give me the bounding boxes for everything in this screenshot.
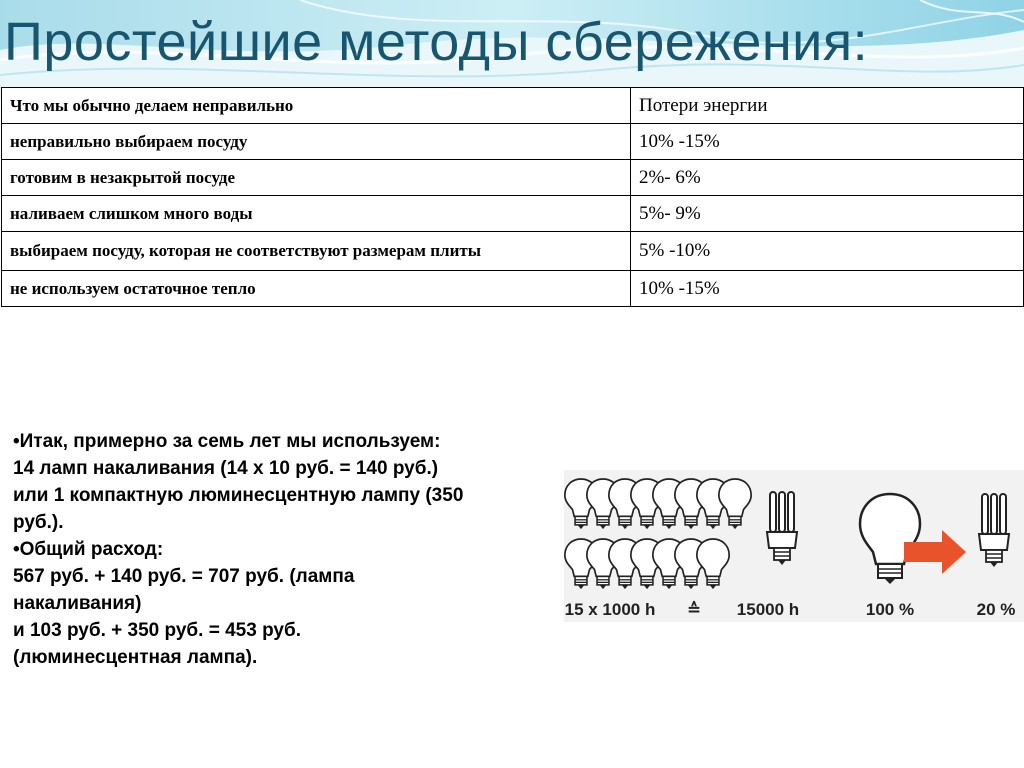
row-loss-cell: 5%- 9% [631, 196, 1024, 232]
header-cell-action: Что мы обычно делаем неправильно [2, 88, 631, 124]
summary-line: или 1 компактную люминесцентную лампу (350 [13, 485, 464, 506]
summary-line: 14 ламп накаливания (14 х 10 руб. = 140 руб.) [13, 458, 439, 479]
summary-line: руб.). [13, 512, 64, 533]
row-loss-cell: 5% -10% [631, 232, 1024, 271]
page-title: Простейшие методы сбережения: [4, 12, 869, 72]
row-action-cell: не используем остаточное тепло [2, 271, 631, 307]
summary-line: накаливания) [13, 593, 142, 614]
summary-line: (люминесцентная лампа). [13, 647, 258, 668]
table-row [2, 160, 1024, 196]
incandescent-percent-label: 100 % [865, 600, 915, 619]
row-action-cell: готовим в незакрытой посуде [2, 160, 631, 196]
row-action-cell: выбираем посуду, которая не соответствуют размерам плиты [2, 232, 631, 271]
table-row [2, 124, 1024, 160]
row-loss-cell: 2%- 6% [631, 160, 1024, 196]
cfl-hours-label: 15000 h [736, 600, 800, 619]
summary-line: 567 руб. + 140 руб. = 707 руб. (лампа [13, 566, 355, 587]
table-row [2, 196, 1024, 232]
row-loss-cell: 10% -15% [631, 124, 1024, 160]
table-row [2, 232, 1024, 271]
bulb-count-label: 15 x 1000 h [564, 600, 656, 619]
row-action-cell: наливаем слишком много воды [2, 196, 631, 232]
energy-loss-table [1, 87, 1024, 307]
equivalence-symbol: ≙ [686, 600, 702, 620]
table-header-row [2, 88, 1024, 124]
savings-summary-text [13, 428, 553, 671]
table-row [2, 271, 1024, 307]
summary-line: и 103 руб. + 350 руб. = 453 руб. [13, 620, 302, 641]
header-cell-loss: Потери энергии [631, 88, 1024, 124]
row-action-cell: неправильно выбираем посуду [2, 124, 631, 160]
bulb-comparison-figure [564, 470, 1024, 622]
summary-line: •Общий расход: [13, 539, 164, 560]
summary-line: •Итак, примерно за семь лет мы используем: [13, 431, 441, 452]
row-loss-cell: 10% -15% [631, 271, 1024, 307]
cfl-percent-label: 20 % [976, 600, 1016, 619]
